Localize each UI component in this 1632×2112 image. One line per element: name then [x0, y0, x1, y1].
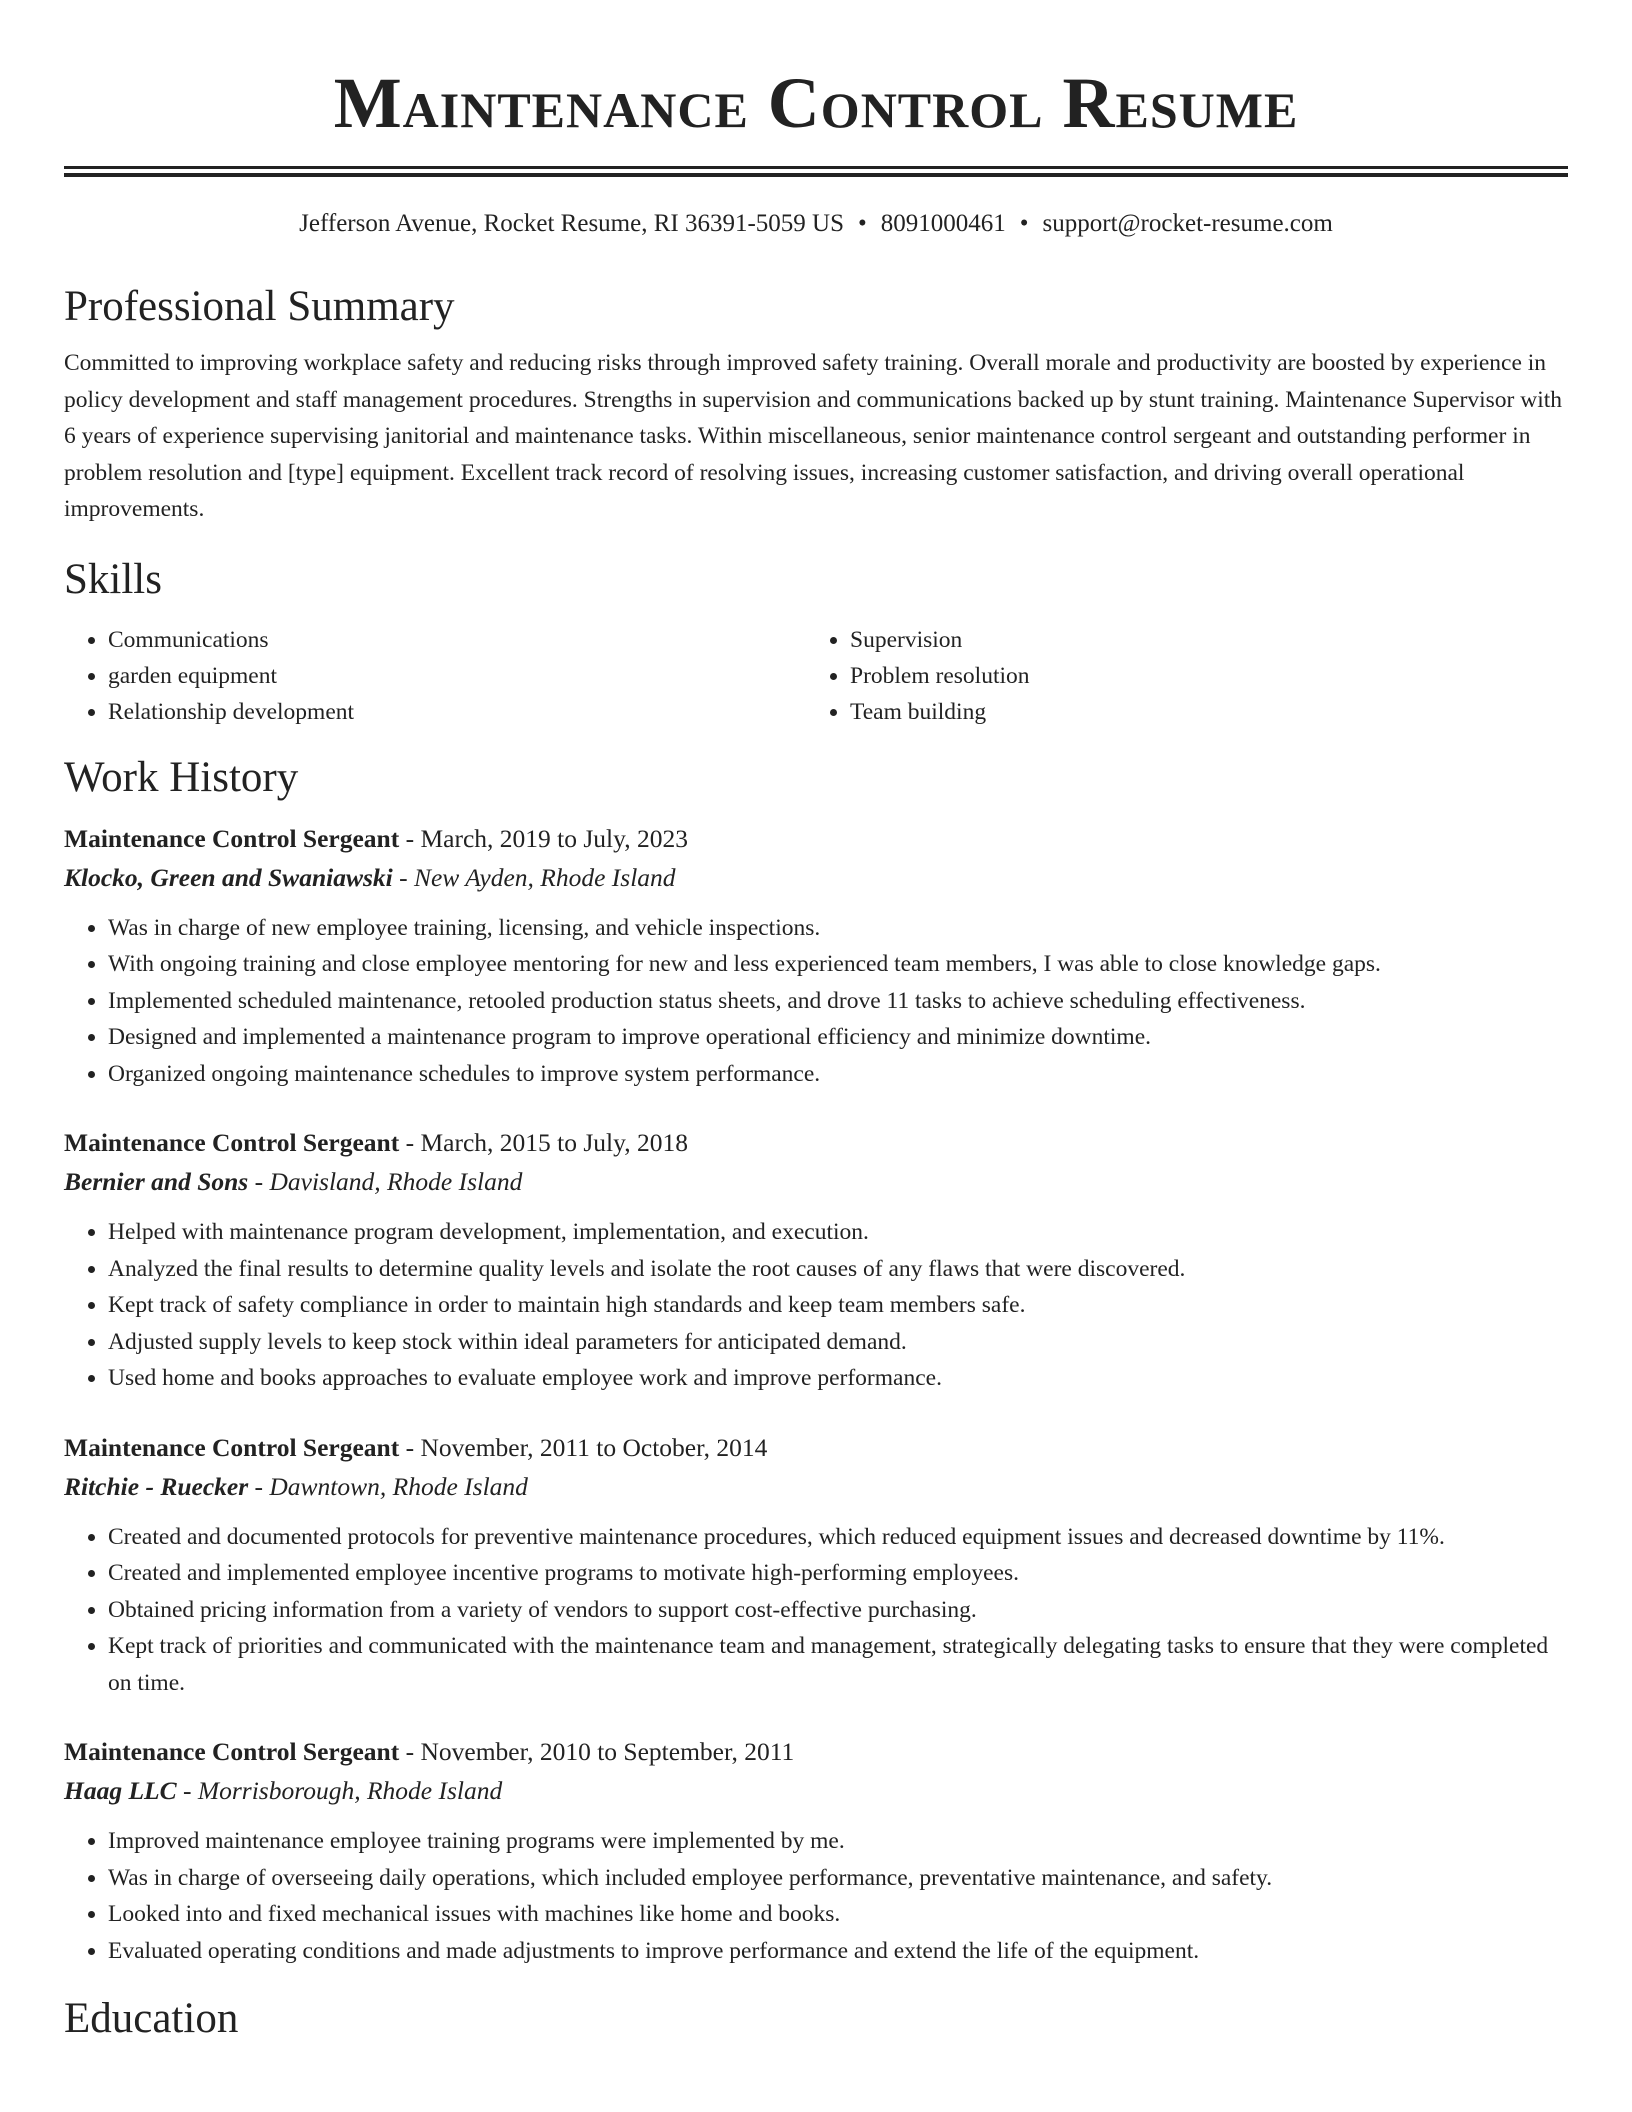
company-name: Bernier and Sons: [64, 1167, 249, 1196]
company-location: - Davisland, Rhode Island: [248, 1167, 523, 1196]
job-title: Maintenance Control Sergeant: [64, 823, 400, 853]
job-bullet: • Implemented scheduled maintenance, retooled production status sheets, and drove 11 tasks to achieve scheduling effectiveness.: [108, 983, 1568, 1020]
job-title-line: [64, 1733, 1568, 1771]
skills-column-left: [64, 622, 806, 730]
job-bullet: • Used home and books approaches to evaluate employee work and improve performance.: [108, 1360, 1568, 1397]
education-heading: Education: [64, 1995, 239, 2042]
skill-item: • Relationship development: [108, 694, 806, 730]
contact-phone: 8091000461: [880, 210, 1006, 237]
job-bullet: • Organized ongoing maintenance schedules to improve system performance.: [108, 1056, 1568, 1093]
contact-address: Jefferson Avenue, Rocket Resume, RI 36391-5059 US: [299, 210, 844, 237]
contact-line: [64, 207, 1568, 241]
contact-separator: •: [1019, 210, 1029, 237]
job-bullets: [64, 910, 1568, 1093]
job-bullets: [64, 1519, 1568, 1702]
job-title-line: [64, 1429, 1568, 1467]
summary-heading: Professional Summary: [64, 283, 455, 330]
job-entry: [64, 1124, 1568, 1397]
company-line: [64, 1467, 1568, 1507]
job-dates: - November, 2010 to September, 2011: [399, 1737, 795, 1766]
resume-title: Maintenance Control Resume: [333, 63, 1299, 143]
job-dates: - March, 2015 to July, 2018: [399, 1128, 688, 1157]
job-bullet: • Kept track of safety compliance in order to maintain high standards and keep team members safe.: [108, 1287, 1568, 1324]
job-entry: [64, 1429, 1568, 1702]
job-bullet: • Was in charge of new employee training, licensing, and vehicle inspections.: [108, 910, 1568, 947]
title-divider: [64, 166, 1568, 177]
company-location: - New Ayden, Rhode Island: [392, 862, 676, 892]
company-name: Klocko, Green and Swaniawski: [64, 862, 393, 892]
job-bullet: • Analyzed the final results to determine quality levels and isolate the root causes of any flaws that were discovered.: [108, 1251, 1568, 1288]
job-dates: - November, 2011 to October, 2014: [399, 1432, 768, 1462]
work-history-heading: Work History: [64, 753, 299, 801]
company-line: [64, 1771, 1568, 1811]
job-bullet: • Improved maintenance employee training programs were implemented by me.: [108, 1823, 1568, 1860]
skills-column-right: [806, 622, 1548, 730]
skills-list: [64, 622, 1568, 730]
job-bullet: • Adjusted supply levels to keep stock within ideal parameters for anticipated demand.: [108, 1324, 1568, 1361]
job-bullet: • Was in charge of overseeing daily operations, which included employee performance, preventative maintenance, and safety.: [108, 1860, 1568, 1897]
job-title-line: [64, 1124, 1568, 1162]
contact-separator: •: [858, 210, 867, 237]
job-bullet: • Created and implemented employee incentive programs to motivate high-performing employees.: [108, 1555, 1568, 1592]
contact-email: support@rocket-resume.com: [1042, 210, 1333, 237]
job-title: Maintenance Control Sergeant: [64, 1432, 400, 1462]
job-bullets: [64, 1214, 1568, 1397]
job-entry: [64, 1733, 1568, 1969]
job-title-line: [64, 820, 1568, 858]
job-bullet: • Created and documented protocols for preventive maintenance procedures, which reduced equipment issues and decreased downtime by 11%.: [108, 1519, 1568, 1556]
job-bullet: • Looked into and fixed mechanical issues with machines like home and books.: [108, 1896, 1568, 1933]
job-bullet: • Designed and implemented a maintenance program to improve operational efficiency and minimize downtime.: [108, 1019, 1568, 1056]
company-location: - Dawntown, Rhode Island: [248, 1471, 528, 1501]
skill-item: • Problem resolution: [850, 658, 1548, 694]
skill-item: • Supervision: [850, 622, 1548, 658]
company-line: [64, 1162, 1568, 1202]
company-name: Ritchie - Ruecker: [64, 1471, 249, 1501]
company-line: [64, 858, 1568, 898]
job-title: Maintenance Control Sergeant: [64, 1737, 400, 1766]
job-bullet: • With ongoing training and close employee mentoring for new and less experienced team members, I was able to close knowledge gaps.: [108, 946, 1568, 983]
job-entry: [64, 820, 1568, 1093]
skill-item: • garden equipment: [108, 658, 806, 694]
job-dates: - March, 2019 to July, 2023: [399, 823, 688, 853]
job-bullets: [64, 1823, 1568, 1969]
job-bullet: • Evaluated operating conditions and made adjustments to improve performance and extend the life of the equipment.: [108, 1933, 1568, 1970]
company-location: - Morrisborough, Rhode Island: [176, 1776, 503, 1805]
job-bullet: • Kept track of priorities and communicated with the maintenance team and management, strategically delegating tasks to ensure that they were completed on time.: [108, 1628, 1568, 1701]
job-bullet: • Helped with maintenance program development, implementation, and execution.: [108, 1214, 1568, 1251]
company-name: Haag LLC: [64, 1776, 177, 1805]
summary-text: Committed to improving workplace safety and reducing risks through improved safety training. Overall morale and productivity are boosted by experience in policy development and staff management procedures. Strengths in supervision and communications backed up by stunt training. Maintenance Supervisor with 6 years of experience supervising janitorial and maintenance tasks. Within miscellaneous, senior maintenance control sergeant and outstanding performer in problem resolution and [type] equipment. Excellent track record of resolving issues, increasing customer satisfaction, and driving overall operational improvements.: [64, 350, 1562, 522]
job-bullet: • Obtained pricing information from a variety of vendors to support cost-effective purchasing.: [108, 1592, 1568, 1629]
job-title: Maintenance Control Sergeant: [64, 1128, 400, 1157]
skill-item: • Communications: [108, 622, 806, 658]
skills-heading: Skills: [64, 555, 162, 603]
skill-item: • Team building: [850, 694, 1548, 730]
